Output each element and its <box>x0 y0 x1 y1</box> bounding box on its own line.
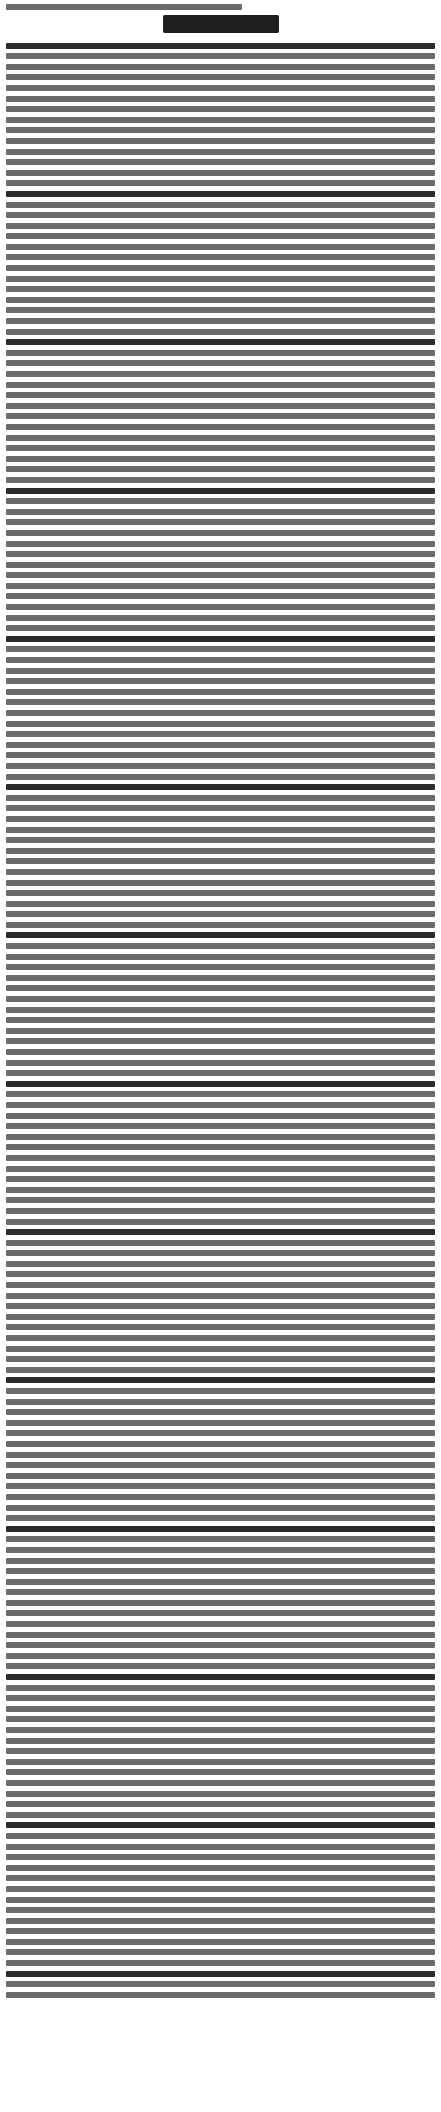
text-line <box>6 795 435 801</box>
text-line <box>6 668 435 674</box>
text-line <box>6 1208 435 1214</box>
text-line <box>6 541 435 547</box>
text-line <box>6 1981 435 1987</box>
text-line <box>6 1547 435 1553</box>
text-line <box>6 1314 435 1320</box>
text-line <box>6 1219 435 1225</box>
text-line <box>6 1007 435 1013</box>
text-line <box>6 1642 435 1648</box>
text-line <box>6 223 435 229</box>
text-line <box>6 149 435 155</box>
text-line <box>6 1113 435 1119</box>
text-line <box>6 117 435 123</box>
text-line <box>6 1197 435 1203</box>
text-line <box>6 445 435 451</box>
text-line <box>6 880 435 886</box>
text-line <box>6 816 435 822</box>
text-line <box>6 350 435 356</box>
text-line <box>6 932 435 938</box>
text-line <box>6 413 435 419</box>
text-line <box>6 1515 435 1521</box>
text-line <box>6 678 435 684</box>
text-line <box>6 1399 435 1405</box>
text-line <box>6 170 435 176</box>
text-line <box>6 1356 435 1362</box>
text-line <box>6 646 435 652</box>
text-line <box>6 858 435 864</box>
text-line <box>6 180 435 186</box>
text-line <box>6 1939 435 1945</box>
text-line <box>6 307 435 313</box>
text-line <box>6 329 435 335</box>
text-line <box>6 1038 435 1044</box>
text-line <box>6 1070 435 1076</box>
text-line <box>6 530 435 536</box>
text-line <box>6 1240 435 1246</box>
text-line <box>6 1791 435 1797</box>
text-line <box>6 1960 435 1966</box>
text-line <box>6 1949 435 1955</box>
text-line <box>6 1663 435 1669</box>
article-body <box>6 43 435 1998</box>
text-line <box>6 1017 435 1023</box>
text-line <box>6 1388 435 1394</box>
text-line <box>6 212 435 218</box>
text-line <box>6 265 435 271</box>
article-headline <box>163 15 279 33</box>
text-line <box>6 297 435 303</box>
text-line <box>6 1918 435 1924</box>
text-line <box>6 1536 435 1542</box>
text-line <box>6 1992 435 1998</box>
text-line <box>6 1833 435 1839</box>
text-line <box>6 424 435 430</box>
text-line <box>6 1600 435 1606</box>
text-line <box>6 477 435 483</box>
text-line <box>6 954 435 960</box>
text-line <box>6 286 435 292</box>
carryover-text-line <box>6 4 242 10</box>
text-line <box>6 742 435 748</box>
text-line <box>6 435 435 441</box>
text-line <box>6 869 435 875</box>
text-line <box>6 1748 435 1754</box>
text-line <box>6 1526 435 1532</box>
text-line <box>6 1250 435 1256</box>
text-line <box>6 1102 435 1108</box>
text-line <box>6 276 435 282</box>
text-line <box>6 1176 435 1182</box>
text-line <box>6 1674 435 1680</box>
text-line <box>6 964 435 970</box>
text-line <box>6 96 435 102</box>
text-line <box>6 1589 435 1595</box>
text-line <box>6 615 435 621</box>
text-line <box>6 392 435 398</box>
text-line <box>6 1727 435 1733</box>
text-line <box>6 456 435 462</box>
text-line <box>6 1610 435 1616</box>
text-line <box>6 636 435 642</box>
text-line <box>6 911 435 917</box>
text-line <box>6 382 435 388</box>
text-line <box>6 1155 435 1161</box>
text-line <box>6 466 435 472</box>
text-line <box>6 488 435 494</box>
text-line <box>6 1494 435 1500</box>
text-line <box>6 1886 435 1892</box>
text-line <box>6 1144 435 1150</box>
text-line <box>6 1271 435 1277</box>
text-line <box>6 1473 435 1479</box>
text-line <box>6 1875 435 1881</box>
text-line <box>6 774 435 780</box>
text-line <box>6 784 435 790</box>
text-line <box>6 1261 435 1267</box>
text-line <box>6 1706 435 1712</box>
text-line <box>6 689 435 695</box>
text-line <box>6 805 435 811</box>
text-line <box>6 498 435 504</box>
text-line <box>6 1769 435 1775</box>
text-line <box>6 1367 435 1373</box>
text-line <box>6 1854 435 1860</box>
text-line <box>6 191 435 197</box>
text-line <box>6 1812 435 1818</box>
text-line <box>6 1377 435 1383</box>
text-line <box>6 360 435 366</box>
text-line <box>6 1060 435 1066</box>
text-line <box>6 763 435 769</box>
text-line <box>6 593 435 599</box>
text-line <box>6 890 435 896</box>
text-line <box>6 1928 435 1934</box>
text-line <box>6 1716 435 1722</box>
text-line <box>6 1346 435 1352</box>
text-line <box>6 1452 435 1458</box>
text-line <box>6 1134 435 1140</box>
text-line <box>6 1632 435 1638</box>
text-line <box>6 1971 435 1977</box>
text-line <box>6 1558 435 1564</box>
text-line <box>6 699 435 705</box>
text-line <box>6 1822 435 1828</box>
text-line <box>6 85 435 91</box>
text-line <box>6 985 435 991</box>
text-line <box>6 710 435 716</box>
text-line <box>6 1187 435 1193</box>
text-line <box>6 159 435 165</box>
text-line <box>6 233 435 239</box>
text-line <box>6 583 435 589</box>
text-line <box>6 837 435 843</box>
text-line <box>6 1293 435 1299</box>
text-line <box>6 1780 435 1786</box>
text-line <box>6 922 435 928</box>
text-line <box>6 975 435 981</box>
text-line <box>6 254 435 260</box>
text-line <box>6 1409 435 1415</box>
text-line <box>6 1282 435 1288</box>
text-line <box>6 1028 435 1034</box>
text-line <box>6 996 435 1002</box>
text-line <box>6 1865 435 1871</box>
text-line <box>6 1123 435 1129</box>
text-line <box>6 827 435 833</box>
text-line <box>6 1049 435 1055</box>
text-line <box>6 1441 435 1447</box>
text-line <box>6 1324 435 1330</box>
text-line <box>6 43 435 49</box>
text-line <box>6 403 435 409</box>
text-line <box>6 1897 435 1903</box>
text-line <box>6 509 435 515</box>
text-line <box>6 604 435 610</box>
text-line <box>6 318 435 324</box>
text-line <box>6 572 435 578</box>
text-line <box>6 1844 435 1850</box>
text-line <box>6 53 435 59</box>
text-line <box>6 1759 435 1765</box>
text-line <box>6 138 435 144</box>
text-line <box>6 1801 435 1807</box>
text-line <box>6 1695 435 1701</box>
text-line <box>6 1091 435 1097</box>
text-line <box>6 721 435 727</box>
text-line <box>6 943 435 949</box>
text-line <box>6 625 435 631</box>
text-line <box>6 1430 435 1436</box>
text-line <box>6 64 435 70</box>
text-line <box>6 1568 435 1574</box>
text-line <box>6 1579 435 1585</box>
text-line <box>6 731 435 737</box>
text-line <box>6 371 435 377</box>
text-line <box>6 562 435 568</box>
text-line <box>6 1166 435 1172</box>
text-line <box>6 848 435 854</box>
text-line <box>6 1907 435 1913</box>
text-line <box>6 1303 435 1309</box>
text-line <box>6 1483 435 1489</box>
text-line <box>6 1335 435 1341</box>
text-line <box>6 1738 435 1744</box>
text-line <box>6 1462 435 1468</box>
text-line <box>6 1505 435 1511</box>
text-line <box>6 657 435 663</box>
text-line <box>6 202 435 208</box>
text-line <box>6 1229 435 1235</box>
text-line <box>6 901 435 907</box>
text-line <box>6 1685 435 1691</box>
text-line <box>6 339 435 345</box>
text-line <box>6 1653 435 1659</box>
text-line <box>6 752 435 758</box>
text-line <box>6 1420 435 1426</box>
text-line <box>6 244 435 250</box>
text-line <box>6 1081 435 1087</box>
text-line <box>6 106 435 112</box>
text-line <box>6 1621 435 1627</box>
text-line <box>6 519 435 525</box>
text-line <box>6 551 435 557</box>
text-line <box>6 127 435 133</box>
text-line <box>6 74 435 80</box>
